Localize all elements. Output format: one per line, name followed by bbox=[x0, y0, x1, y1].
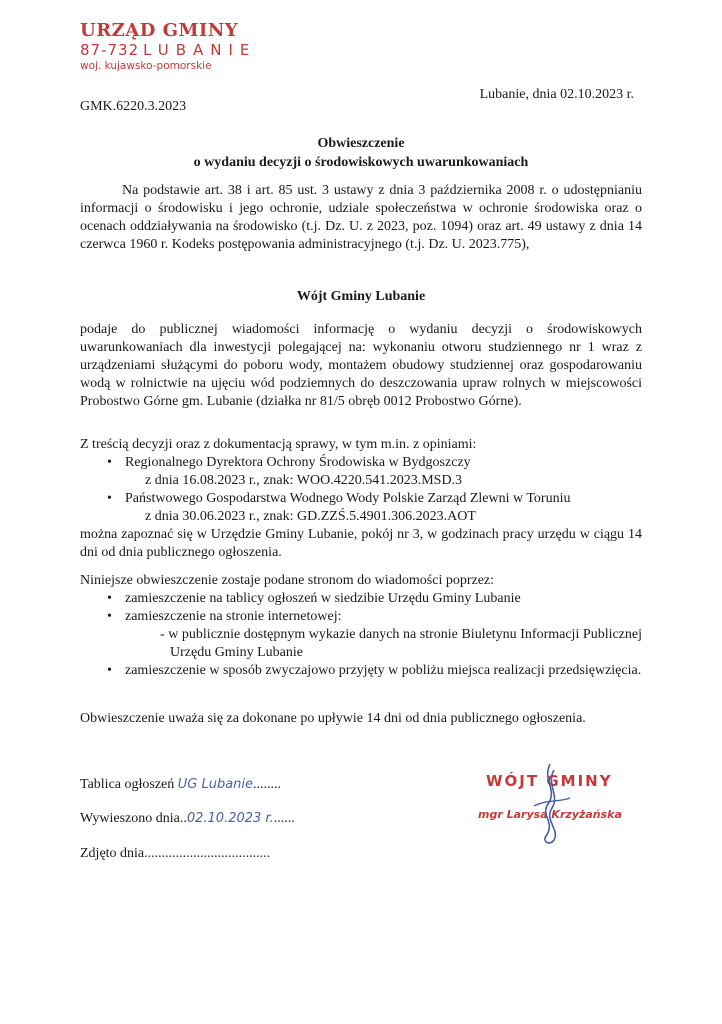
notice-item-website: • zamieszczenie na stronie internetowej: bbox=[125, 609, 342, 624]
posted-dots-pre: .. bbox=[179, 811, 187, 826]
list-item bbox=[80, 454, 642, 490]
stamp-city: LUBANIE bbox=[143, 41, 257, 59]
notice-section bbox=[80, 572, 642, 680]
notice-list bbox=[80, 590, 642, 680]
list-item bbox=[80, 608, 642, 662]
removed-dots: .................................... bbox=[144, 846, 271, 861]
removed-label: Zdjęto dnia bbox=[80, 846, 145, 861]
board-label: Tablica ogłoszeń bbox=[80, 777, 175, 792]
handwritten-signature bbox=[520, 760, 580, 850]
document-date: Lubanie, dnia 02.10.2023 r. bbox=[479, 87, 634, 102]
stamp-region: woj. kujawsko-pomorskie bbox=[80, 60, 212, 72]
list-item: • zamieszczenie w sposób zwyczajowo przyjęty w pobliżu miejsca realizacji przedsięwzięcia. bbox=[80, 662, 642, 680]
opinions-list bbox=[80, 454, 642, 526]
stamp-postal-code: 87-732 bbox=[80, 41, 140, 59]
title-line-2: o wydaniu decyzji o środowiskowych uwarunkowaniach bbox=[193, 155, 529, 170]
legal-basis-paragraph: Na podstawie art. 38 i art. 85 ust. 3 ustawy z dnia 3 października 2008 r. o udostępnianiu informacji o środowisku i jego ochronie, udziale społeczeństwa w ochronie środowiska oraz o ocenach oddziaływania na środowisko (t.j. Dz. U. z 2023, poz. 1094) oraz art. 49 ustawy z dnia 14 czerwca 1960 r. Kodeks postępowania administracyjnego (t.j. Dz. U. 2023.775), bbox=[80, 183, 642, 252]
opinions-intro: Z treścią decyzji oraz z dokumentacją sprawy, w tym m.in. z opiniami: bbox=[80, 437, 477, 452]
opinion-issuer: • Państwowego Gospodarstwa Wodnego Wody Polskie Zarząd Zlewni w Toruniu bbox=[125, 491, 571, 506]
posted-handwritten-value: 02.10.2023 r. bbox=[186, 811, 274, 826]
board-line bbox=[80, 776, 281, 794]
closing-paragraph: Obwieszczenie uważa się za dokonane po upływie 14 dni od dnia publicznego ogłoszenia. bbox=[80, 711, 586, 726]
list-item: • zamieszczenie na tablicy ogłoszeń w siedzibie Urzędu Gminy Lubanie bbox=[80, 590, 642, 608]
removed-line bbox=[80, 845, 270, 863]
posted-label: Wywieszono dnia bbox=[80, 811, 180, 826]
opinion-detail: z dnia 16.08.2023 r., znak: WOO.4220.541.2023.MSD.3 bbox=[145, 473, 463, 488]
stamp-office-name: URZĄD GMINY bbox=[80, 20, 239, 41]
authority-heading: Wójt Gminy Lubanie bbox=[296, 289, 426, 304]
list-item bbox=[80, 490, 642, 526]
posted-line bbox=[80, 810, 295, 828]
opinion-issuer: • Regionalnego Dyrektora Ochrony Środowiska w Bydgoszczy bbox=[125, 455, 471, 470]
opinions-section bbox=[80, 436, 642, 562]
signature-name: mgr Larysa Krzyżańska bbox=[478, 808, 622, 821]
signature-title: WÓJT GMINY bbox=[486, 772, 613, 790]
stamp-address bbox=[80, 43, 256, 58]
title-line-1: Obwieszczenie bbox=[317, 136, 405, 151]
opinion-detail: z dnia 30.06.2023 r., znak: GD.ZZŚ.5.4901.306.2023.AOT bbox=[145, 509, 476, 524]
posted-dots-post: ...... bbox=[273, 811, 295, 826]
document-title bbox=[80, 135, 642, 173]
announcement-paragraph: podaje do publicznej wiadomości informację o wydaniu decyzji o środowiskowych uwarunkowaniach dla inwestycji polegającej na: wykonaniu otworu studziennego nr 1 wraz z urządzeniami służącymi do poboru wody, montażem obudowy studziennej oraz gospodarowaniu wodą w rolnictwie na ujęciu wód podziemnych do deszczowania upraw rolnych w miejscowości Probostwo Górne gm. Lubanie (działka nr 81/5 obręb 0012 Probostwo Górne). bbox=[80, 322, 642, 409]
office-stamp bbox=[80, 22, 256, 72]
board-dots: ........ bbox=[253, 777, 282, 792]
case-reference: GMK.6220.3.2023 bbox=[80, 99, 187, 114]
board-handwritten-value: UG Lubanie bbox=[177, 777, 254, 792]
notice-sub-item-bip: - w publicznie dostępnym wykazie danych na stronie Biuletynu Informacji Publicznej Urzędu Gminy Lubanie bbox=[160, 627, 642, 660]
notice-intro: Niniejsze obwieszczenie zostaje podane stronom do wiadomości poprzez: bbox=[80, 573, 495, 588]
opinions-outro: można zapoznać się w Urzędzie Gminy Lubanie, pokój nr 3, w godzinach pracy urzędu w ciągu 14 dni od dnia publicznego ogłoszenia. bbox=[80, 527, 642, 560]
